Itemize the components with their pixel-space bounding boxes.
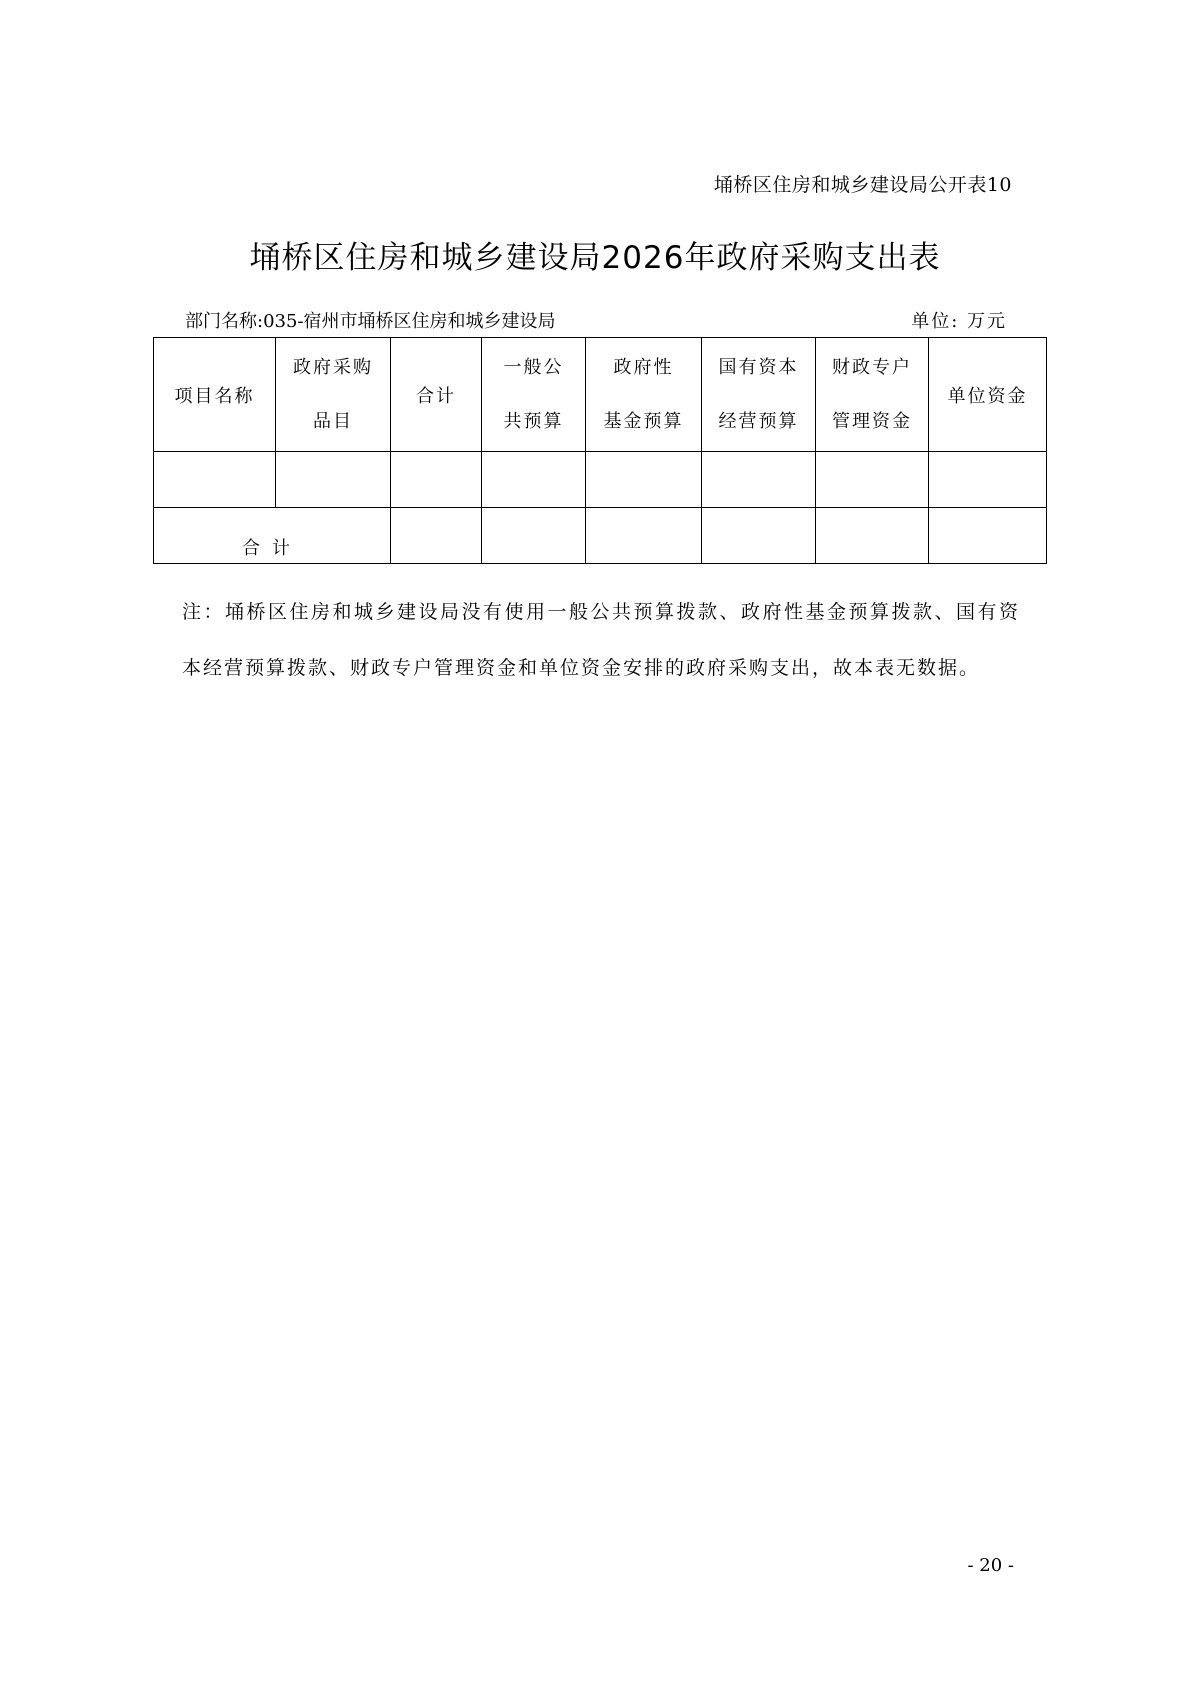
- total-cell: [702, 508, 816, 564]
- unit-label: 单位: 万元: [911, 311, 1007, 332]
- table-cell: [586, 452, 702, 508]
- table-row: [154, 452, 1047, 508]
- page-number: - 20 -: [967, 1555, 1014, 1576]
- total-label: 合计: [242, 537, 302, 559]
- col-header-special-account-funds: 财政专户 管理资金: [816, 338, 929, 452]
- table-cell: [391, 452, 482, 508]
- page-title: 埇桥区住房和城乡建设局2026年政府采购支出表: [249, 240, 941, 276]
- col-header-total: 合计: [391, 338, 482, 452]
- table-total-row: [154, 508, 1047, 564]
- total-label-cell: [154, 508, 391, 564]
- col-header-gov-fund-budget: 政府性 基金预算: [586, 338, 702, 452]
- col-header-state-capital-budget: 国有资本 经营预算: [702, 338, 816, 452]
- total-cell: [391, 508, 482, 564]
- table-cell: [929, 452, 1047, 508]
- table-header-row: [154, 338, 1047, 452]
- col-header-unit-funds: 单位资金: [929, 338, 1047, 452]
- col-header-general-budget: 一般公 共预算: [482, 338, 586, 452]
- procurement-table: [153, 337, 1047, 564]
- col-header-procurement-item: 政府采购 品目: [276, 338, 391, 452]
- table-cell: [816, 452, 929, 508]
- department-name: 部门名称:035-宿州市埇桥区住房和城乡建设局: [185, 311, 556, 332]
- total-cell: [816, 508, 929, 564]
- form-code: 埇桥区住房和城乡建设局公开表10: [713, 174, 1012, 196]
- table-cell: [702, 452, 816, 508]
- table-cell: [482, 452, 586, 508]
- table-cell: [276, 452, 391, 508]
- total-cell: [929, 508, 1047, 564]
- total-cell: [586, 508, 702, 564]
- note-text: 注：埇桥区住房和城乡建设局没有使用一般公共预算拨款、政府性基金预算拨款、国有资本经营预算拨款、财政专户管理资金和单位资金安排的政府采购支出，故本表无数据。: [182, 601, 1020, 679]
- table-cell: [154, 452, 276, 508]
- total-cell: [482, 508, 586, 564]
- col-header-project-name: 项目名称: [154, 338, 276, 452]
